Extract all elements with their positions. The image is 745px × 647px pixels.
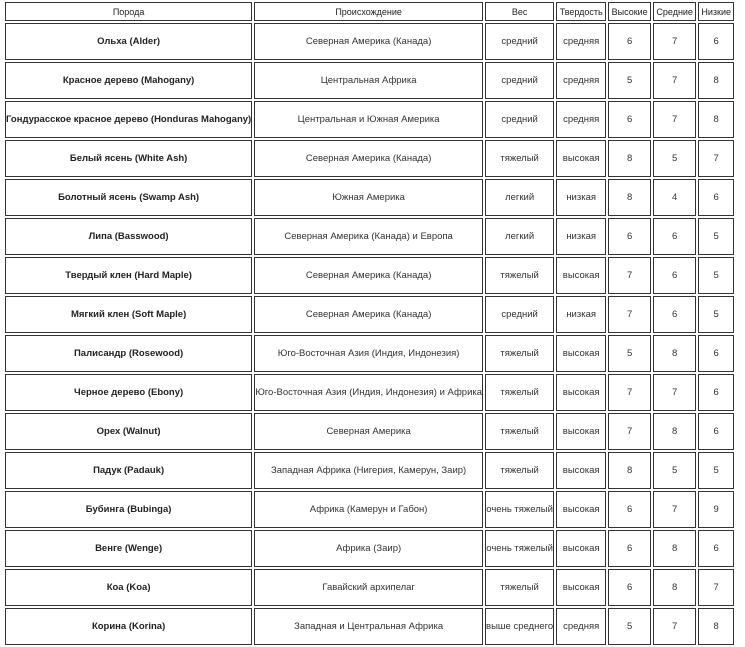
- cell-low: 6: [698, 179, 734, 216]
- cell-high: 8: [608, 452, 651, 489]
- cell-species: Красное дерево (Mahogany): [5, 62, 252, 99]
- cell-weight: выше среднего: [485, 608, 554, 645]
- table-row: [5, 608, 734, 645]
- cell-high: 5: [608, 335, 651, 372]
- cell-mid: 7: [653, 62, 696, 99]
- cell-weight: тяжелый: [485, 452, 554, 489]
- cell-weight: тяжелый: [485, 335, 554, 372]
- cell-hardness: высокая: [556, 140, 606, 177]
- cell-weight: средний: [485, 296, 554, 333]
- cell-mid: 5: [653, 140, 696, 177]
- cell-origin: Западная и Центральная Африка: [254, 608, 483, 645]
- cell-species: Коа (Koa): [5, 569, 252, 606]
- cell-species: Палисандр (Rosewood): [5, 335, 252, 372]
- cell-weight: тяжелый: [485, 140, 554, 177]
- cell-low: 6: [698, 413, 734, 450]
- cell-low: 6: [698, 530, 734, 567]
- cell-low: 9: [698, 491, 734, 528]
- cell-weight: очень тяжелый: [485, 530, 554, 567]
- cell-hardness: высокая: [556, 530, 606, 567]
- cell-mid: 6: [653, 296, 696, 333]
- cell-low: 6: [698, 335, 734, 372]
- cell-weight: легкий: [485, 179, 554, 216]
- table-row: [5, 257, 734, 294]
- cell-origin: Северная Америка: [254, 413, 483, 450]
- cell-weight: легкий: [485, 218, 554, 255]
- cell-hardness: средняя: [556, 23, 606, 60]
- cell-mid: 5: [653, 452, 696, 489]
- table-row: [5, 101, 734, 138]
- header-high: Высокие: [608, 2, 651, 21]
- cell-high: 6: [608, 491, 651, 528]
- cell-hardness: низкая: [556, 218, 606, 255]
- cell-origin: Гавайский архипелаг: [254, 569, 483, 606]
- table-row: [5, 491, 734, 528]
- cell-origin: Северная Америка (Канада) и Европа: [254, 218, 483, 255]
- cell-high: 7: [608, 296, 651, 333]
- cell-species: Корина (Korina): [5, 608, 252, 645]
- cell-species: Бубинга (Bubinga): [5, 491, 252, 528]
- cell-origin: Юго-Восточная Азия (Индия, Индонезия) и Африка: [254, 374, 483, 411]
- header-species: Порода: [5, 2, 252, 21]
- cell-low: 8: [698, 608, 734, 645]
- wood-comparison-table: [3, 0, 736, 647]
- table-row: [5, 140, 734, 177]
- cell-low: 6: [698, 23, 734, 60]
- table-row: [5, 452, 734, 489]
- cell-high: 6: [608, 569, 651, 606]
- cell-hardness: высокая: [556, 413, 606, 450]
- cell-origin: Северная Америка (Канада): [254, 140, 483, 177]
- cell-weight: средний: [485, 101, 554, 138]
- cell-origin: Центральная и Южная Америка: [254, 101, 483, 138]
- table-row: [5, 569, 734, 606]
- table-row: [5, 179, 734, 216]
- cell-origin: Африка (Камерун и Габон): [254, 491, 483, 528]
- cell-mid: 8: [653, 335, 696, 372]
- cell-high: 6: [608, 218, 651, 255]
- cell-weight: тяжелый: [485, 257, 554, 294]
- cell-high: 5: [608, 62, 651, 99]
- cell-low: 8: [698, 62, 734, 99]
- table-row: [5, 218, 734, 255]
- cell-high: 7: [608, 413, 651, 450]
- cell-origin: Африка (Заир): [254, 530, 483, 567]
- cell-origin: Юго-Восточная Азия (Индия, Индонезия): [254, 335, 483, 372]
- cell-origin: Южная Америка: [254, 179, 483, 216]
- cell-mid: 8: [653, 530, 696, 567]
- cell-hardness: высокая: [556, 257, 606, 294]
- table-row: [5, 530, 734, 567]
- header-hardness: Твердость: [556, 2, 606, 21]
- cell-high: 6: [608, 101, 651, 138]
- header-mid: Средние: [653, 2, 696, 21]
- cell-origin: Северная Америка (Канада): [254, 257, 483, 294]
- cell-hardness: высокая: [556, 374, 606, 411]
- cell-high: 6: [608, 23, 651, 60]
- cell-high: 5: [608, 608, 651, 645]
- table-row: [5, 62, 734, 99]
- cell-origin: Северная Америка (Канада): [254, 23, 483, 60]
- cell-hardness: высокая: [556, 491, 606, 528]
- header-row: [5, 2, 734, 21]
- cell-mid: 4: [653, 179, 696, 216]
- cell-species: Твердый клен (Hard Maple): [5, 257, 252, 294]
- cell-hardness: высокая: [556, 569, 606, 606]
- cell-hardness: средняя: [556, 62, 606, 99]
- table-row: [5, 335, 734, 372]
- cell-species: Гондурасское красное дерево (Honduras Mahogany): [5, 101, 252, 138]
- cell-weight: тяжелый: [485, 374, 554, 411]
- cell-mid: 7: [653, 608, 696, 645]
- cell-mid: 8: [653, 569, 696, 606]
- cell-origin: Западная Африка (Нигерия, Камерун, Заир): [254, 452, 483, 489]
- cell-low: 8: [698, 101, 734, 138]
- cell-species: Белый ясень (White Ash): [5, 140, 252, 177]
- header-origin: Происхождение: [254, 2, 483, 21]
- table-row: [5, 374, 734, 411]
- cell-origin: Центральная Африка: [254, 62, 483, 99]
- cell-hardness: высокая: [556, 452, 606, 489]
- cell-low: 5: [698, 218, 734, 255]
- cell-species: Болотный ясень (Swamp Ash): [5, 179, 252, 216]
- cell-hardness: средняя: [556, 608, 606, 645]
- cell-high: 8: [608, 140, 651, 177]
- cell-high: 6: [608, 530, 651, 567]
- cell-mid: 6: [653, 257, 696, 294]
- table-row: [5, 23, 734, 60]
- cell-low: 7: [698, 569, 734, 606]
- cell-high: 7: [608, 374, 651, 411]
- cell-weight: средний: [485, 23, 554, 60]
- cell-species: Орех (Walnut): [5, 413, 252, 450]
- cell-weight: тяжелый: [485, 569, 554, 606]
- cell-low: 5: [698, 257, 734, 294]
- cell-species: Ольха (Alder): [5, 23, 252, 60]
- cell-high: 8: [608, 179, 651, 216]
- cell-weight: тяжелый: [485, 413, 554, 450]
- cell-origin: Северная Америка (Канада): [254, 296, 483, 333]
- cell-weight: очень тяжелый: [485, 491, 554, 528]
- table-row: [5, 296, 734, 333]
- cell-mid: 7: [653, 23, 696, 60]
- cell-species: Черное дерево (Ebony): [5, 374, 252, 411]
- cell-hardness: низкая: [556, 179, 606, 216]
- cell-mid: 7: [653, 101, 696, 138]
- cell-mid: 7: [653, 374, 696, 411]
- cell-hardness: высокая: [556, 335, 606, 372]
- table-row: [5, 413, 734, 450]
- cell-mid: 6: [653, 218, 696, 255]
- header-low: Низкие: [698, 2, 734, 21]
- cell-hardness: низкая: [556, 296, 606, 333]
- cell-species: Липа (Basswood): [5, 218, 252, 255]
- cell-species: Мягкий клен (Soft Maple): [5, 296, 252, 333]
- cell-low: 6: [698, 374, 734, 411]
- cell-mid: 8: [653, 413, 696, 450]
- header-weight: Вес: [485, 2, 554, 21]
- cell-mid: 7: [653, 491, 696, 528]
- cell-species: Падук (Padauk): [5, 452, 252, 489]
- cell-hardness: средняя: [556, 101, 606, 138]
- cell-weight: средний: [485, 62, 554, 99]
- cell-low: 7: [698, 140, 734, 177]
- cell-high: 7: [608, 257, 651, 294]
- cell-low: 5: [698, 296, 734, 333]
- cell-species: Венге (Wenge): [5, 530, 252, 567]
- cell-low: 5: [698, 452, 734, 489]
